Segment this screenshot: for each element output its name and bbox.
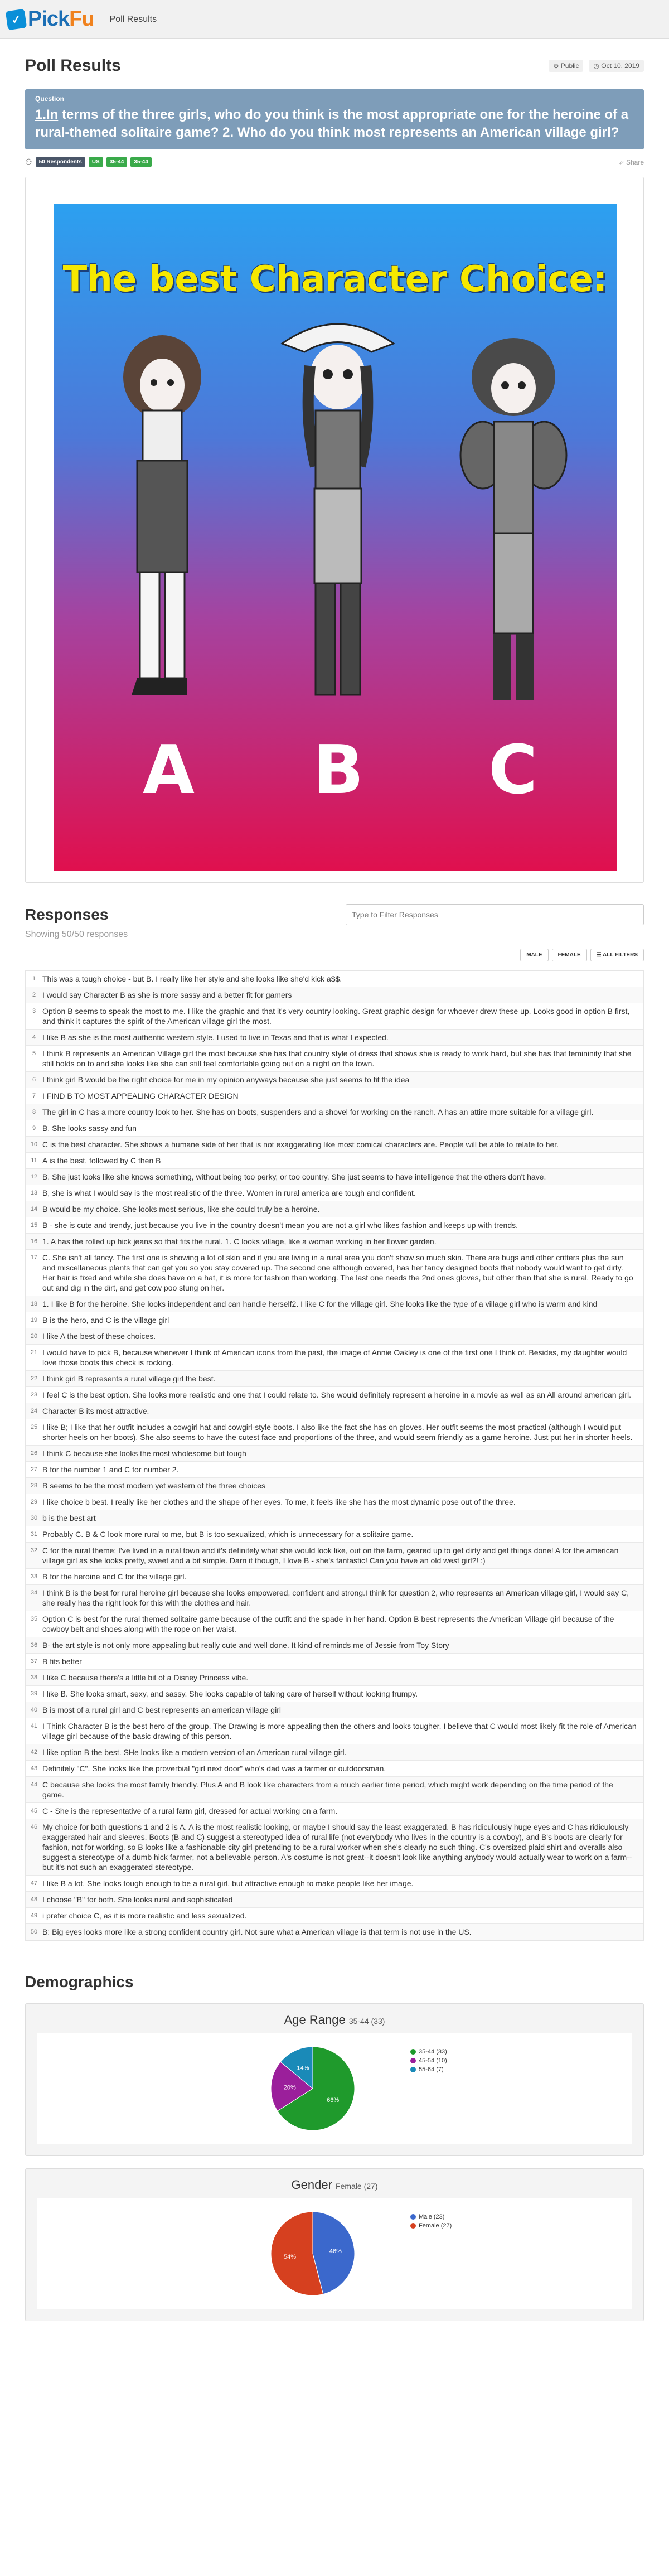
response-number: 4	[32, 1034, 36, 1041]
gender-card	[25, 2168, 644, 2321]
response-row	[26, 1185, 643, 1201]
response-text: I like B a lot. She looks tough enough to be a rural girl, but attractive enough to make people like her image.	[42, 1879, 414, 1888]
response-number: 5	[32, 1050, 36, 1057]
response-row	[26, 1892, 643, 1908]
legend-label: 45-54 (10)	[419, 2057, 447, 2064]
response-text: I think girl B would be the right choice for me in my opinion anyways because she just seems to fit the idea	[42, 1075, 410, 1084]
response-row	[26, 1250, 643, 1296]
response-text: I choose "B" for both. She looks rural and sophisticated	[42, 1895, 233, 1904]
response-number: 25	[30, 1424, 38, 1430]
users-icon: ⚇	[25, 157, 32, 166]
pie-slice-label: 54%	[284, 2254, 297, 2261]
response-row	[26, 1686, 643, 1702]
legend-item	[410, 2213, 452, 2220]
legend-label: Male (23)	[419, 2213, 445, 2220]
legend-label: Female (27)	[419, 2222, 452, 2229]
response-number: 43	[30, 1765, 38, 1772]
response-row	[26, 1761, 643, 1777]
response-text: B would be my choice. She looks most serious, like she could truly be a heroine.	[42, 1205, 320, 1214]
response-number: 8	[32, 1109, 36, 1115]
all-filters-button[interactable]: ☰ ALL FILTERS	[590, 949, 644, 961]
response-number: 10	[30, 1141, 38, 1148]
response-text: C. She isn't all fancy. The first one is showing a lot of skin and if you are living in a rural area you don't show so much skin. There are bugs and other critters plus the sun and miscellaneous plants that can get you so you stay covered up. The second one although covered, has her fancy designed boots that nobody would want to get dirty. Her hair is fixed and while she does have on a hat, it is more for fashion than working. The last one needs the 2nd ones gloves, but other than that she is rural. Ready to go out and dig in the dirt, and get cow poo stung on her.	[42, 1253, 633, 1292]
age-range-heading: Age Range 35-44 (33)	[284, 2013, 385, 2027]
response-text: I like B as she is the most authentic western style. I used to live in Texas and that is what I expected.	[42, 1033, 389, 1042]
response-row	[26, 1201, 643, 1217]
response-row	[26, 1030, 643, 1046]
response-row	[26, 1046, 643, 1072]
character-b-illustration	[271, 299, 405, 723]
globe-icon: ⊕	[553, 62, 559, 70]
response-text: C for the rural theme: I've lived in a rural town and it's definitely what she would look like, out on the farm, geared up to get dirty and get things done! A for the american village girl as she looks pretty, sweet and a bit simple. Darn it though, I love B - she's fantastic! Can you have an old west girl?! :)	[42, 1546, 619, 1565]
response-row	[26, 1120, 643, 1137]
response-text: I like choice b best. I really like her clothes and the shape of her eyes. To me, it feels like she has the most dynamic pose out of the three.	[42, 1497, 516, 1506]
response-number: 17	[30, 1254, 38, 1261]
response-row	[26, 1543, 643, 1569]
response-number: 27	[30, 1466, 38, 1473]
response-number: 9	[32, 1125, 36, 1132]
top-bar	[0, 0, 669, 39]
pickfu-logo[interactable]	[2, 7, 99, 31]
response-row	[26, 1569, 643, 1585]
response-number: 14	[30, 1206, 38, 1212]
filter-responses-input[interactable]	[346, 904, 644, 925]
response-number: 15	[30, 1222, 38, 1229]
response-text: I Think Character B is the best hero of the group. The Drawing is more appealing then the others and looks tougher. I believe that C would most likely fit the role of American village girl because of the basic drawing of this person.	[42, 1722, 637, 1741]
response-row	[26, 1803, 643, 1819]
date-badge: ◷ Oct 10, 2019	[589, 60, 644, 72]
response-row	[26, 1670, 643, 1686]
response-row	[26, 1234, 643, 1250]
response-text: Probably C. B & C look more rural to me, but B is too sexualized, which is unnecessary for a solitaire game.	[42, 1530, 414, 1539]
country-tag: US	[89, 157, 103, 167]
character-c-illustration	[449, 327, 578, 717]
nav-link-poll-results[interactable]: Poll Results	[109, 14, 157, 24]
response-row	[26, 1137, 643, 1153]
visibility-badge: ⊕ Public	[549, 60, 583, 72]
poll-image	[54, 204, 617, 871]
legend-swatch	[410, 2214, 416, 2220]
response-text: B for the heroine and C for the village girl.	[42, 1572, 187, 1581]
responses-list	[25, 970, 644, 1941]
pie-slice-label: 66%	[327, 2096, 340, 2104]
response-text: I like A the best of these choices.	[42, 1332, 156, 1341]
response-text: B. She just looks like she knows something, without being too perky, or too country. She just seems to have intelligence that the others don't have.	[42, 1172, 546, 1181]
response-row	[26, 1371, 643, 1387]
poster-letter-c: C	[488, 732, 538, 809]
response-number: 35	[30, 1616, 38, 1622]
response-number: 16	[30, 1238, 38, 1245]
age-legend	[410, 2048, 447, 2075]
response-text: B - she is cute and trendy, just because you live in the country doesn't mean you are not a girl who likes fashion and keeps up with trends.	[42, 1221, 518, 1230]
response-text: B- the art style is not only more appealing but really cute and well done. It kind of reminds me of Jessie from Toy Story	[42, 1641, 449, 1650]
character-a-illustration	[98, 327, 226, 717]
response-number: 12	[30, 1173, 38, 1180]
response-number: 33	[30, 1573, 38, 1580]
response-number: 21	[30, 1349, 38, 1356]
poster-letter-a: A	[143, 732, 195, 809]
age-pie-chart	[257, 2033, 369, 2144]
page-title: Poll Results	[25, 56, 121, 75]
response-number: 48	[30, 1896, 38, 1903]
response-row	[26, 1908, 643, 1924]
response-text: I like option B the best. SHe looks like a modern version of an American rural village girl.	[42, 1748, 347, 1757]
response-row	[26, 1876, 643, 1892]
response-row	[26, 1494, 643, 1510]
female-filter-button[interactable]: FEMALE	[552, 949, 587, 961]
response-number: 18	[30, 1301, 38, 1307]
age-range-card	[25, 2003, 644, 2156]
response-number: 6	[32, 1076, 36, 1083]
response-row	[26, 987, 643, 1003]
response-number: 38	[30, 1674, 38, 1681]
response-number: 44	[30, 1781, 38, 1788]
response-number: 47	[30, 1880, 38, 1887]
response-number: 37	[30, 1658, 38, 1665]
respondents-tag: 50 Respondents	[36, 157, 85, 167]
question-text: 1.In terms of the three girls, who do you think is the most appropriate one for the heroine of a rural-themed solitaire game? 2. Who do you think most represents an American village girl?	[35, 107, 629, 140]
response-text: I like B; I like that her outfit includes a cowgirl hat and cowgirl-style boots. I also like the fact she has on gloves. Her outfit seems the most practical (although I would put shorter heels on her boots). She also seems to have the cutest face and proportions of the three, and would seem friendly as a game heroine. Just put her in shorter heels.	[42, 1423, 633, 1442]
gender-heading: Gender Female (27)	[291, 2178, 378, 2192]
response-row	[26, 1387, 643, 1403]
response-row	[26, 1654, 643, 1670]
response-text: I would say Character B as she is more sassy and a better fit for gamers	[42, 990, 292, 999]
response-number: 22	[30, 1375, 38, 1382]
response-text: B is the hero, and C is the village girl	[42, 1316, 169, 1325]
legend-swatch	[410, 2223, 416, 2229]
response-row	[26, 971, 643, 987]
response-number: 28	[30, 1482, 38, 1489]
response-row	[26, 1744, 643, 1761]
response-row	[26, 1003, 643, 1030]
response-row	[26, 1403, 643, 1419]
response-text: C because she looks the most family friendly. Plus A and B look like characters from a much earlier time period, which might work depending on the time period of the game.	[42, 1780, 613, 1799]
response-text: 1. I like B for the heroine. She looks independent and can handle herself2. I like C for the village girl. She looks like the type of a village girl who is warm and kind	[42, 1299, 598, 1308]
response-text: C - She is the representative of a rural farm girl, dressed for actual working on a farm.	[42, 1806, 338, 1815]
response-number: 24	[30, 1408, 38, 1414]
response-text: I would have to pick B, because whenever I think of American icons from the past, the image of Annie Oakley is one of the first one I think of. Besides, my daughter would love those boots this check is rocking.	[42, 1348, 627, 1367]
response-text: A is the best, followed by C then B	[42, 1156, 161, 1165]
response-number: 36	[30, 1642, 38, 1649]
response-text: I feel C is the best option. She looks more realistic and one that I could relate to. She would definitely represent a heroine in a movie as well as an All around american girl.	[42, 1390, 632, 1399]
response-number: 49	[30, 1912, 38, 1919]
response-number: 42	[30, 1749, 38, 1756]
response-text: C is the best character. She shows a humane side of her that is not exaggerating like most comical characters are. People will be able to relate to her.	[42, 1140, 559, 1149]
response-number: 2	[32, 992, 36, 998]
pie-slice-label: 20%	[283, 2084, 296, 2091]
response-number: 20	[30, 1333, 38, 1340]
response-number: 46	[30, 1824, 38, 1830]
response-row	[26, 1217, 643, 1234]
response-row	[26, 1446, 643, 1462]
response-text: I think B represents an American Village girl the most because she has that country style of dress that shows she is ready to work hard, but she has that femininity that she still holds on to and she looks like she can still feel comfortable going out on a night on the town.	[42, 1049, 632, 1068]
response-row	[26, 1819, 643, 1876]
response-text: b is the best art	[42, 1514, 96, 1523]
legend-label: 35-44 (33)	[419, 2048, 447, 2055]
response-text: My choice for both questions 1 and 2 is A. A is the most realistic looking, or maybe I should say the least exaggerated. B has ridiculously huge eyes and C has ridiculously exaggerated hair and sleeves. Boots (B and C) suggest a stereotyped idea of rural life (not everybody who lives in the country is a cowboy), and B's boots are clearly for fashion, not for working, so B looks like a fashionable city girl pretending to be a rural worker when she's clearly no such thing. C's oversized plaid shirt and overalls also suggest a stereotype of a dumb hick farmer, not a believable person. A's costume is not great--it doesn't look like anything anybody would actually wear to work on a farm--but it's not such an exaggerated stereotype.	[42, 1823, 632, 1872]
filter-icon: ☰	[596, 952, 602, 958]
response-text: B fits better	[42, 1657, 82, 1666]
share-icon: ⇗	[618, 158, 624, 166]
gender-pie-chart	[257, 2198, 369, 2309]
response-number: 1	[32, 975, 36, 982]
poster-letter-b: B	[313, 732, 364, 809]
pie-slice-label: 14%	[297, 2065, 309, 2072]
response-number: 7	[32, 1093, 36, 1099]
response-row	[26, 1296, 643, 1312]
demographics-title: Demographics	[25, 1973, 134, 1990]
response-text: I like B. She looks smart, sexy, and sassy. She looks capable of taking care of herself without looking frumpy.	[42, 1689, 418, 1698]
legend-item	[410, 2048, 447, 2055]
response-number: 23	[30, 1391, 38, 1398]
response-row	[26, 1088, 643, 1104]
response-number: 41	[30, 1723, 38, 1729]
response-text: I think B is the best for rural heroine girl because she looks empowered, confident and strong.I think for question 2, who represents an American village girl, I would say C, she really has the right look for this with the clothes and hair.	[42, 1588, 629, 1607]
response-text: B, she is what I would say is the most realistic of the three. Women in rural america are tough and confident.	[42, 1188, 416, 1197]
response-text: B. She looks sassy and fun	[42, 1124, 137, 1133]
response-text: I think C because she looks the most wholesome but tough	[42, 1449, 246, 1458]
response-text: Option C is best for the rural themed solitaire game because of the outfit and the spade in her hand. Option B best represents the American Village girl because of the cowboy belt and shoes along with the rope on her waist.	[42, 1615, 614, 1633]
response-text: B for the number 1 and C for number 2.	[42, 1465, 179, 1474]
response-number: 45	[30, 1807, 38, 1814]
response-row	[26, 1312, 643, 1328]
response-row	[26, 1637, 643, 1654]
poll-image-card[interactable]	[25, 177, 644, 883]
response-number: 26	[30, 1450, 38, 1457]
response-row	[26, 1072, 643, 1088]
response-text: I think girl B represents a rural village girl the best.	[42, 1374, 216, 1383]
response-row	[26, 1419, 643, 1446]
response-row	[26, 1702, 643, 1718]
response-number: 31	[30, 1531, 38, 1538]
response-row	[26, 1718, 643, 1744]
response-row	[26, 1585, 643, 1611]
legend-swatch	[410, 2058, 416, 2063]
response-row	[26, 1924, 643, 1940]
responses-title: Responses	[25, 906, 109, 923]
response-number: 11	[31, 1157, 37, 1164]
response-text: Option B seems to speak the most to me. I like the graphic and that it's very country looking. Great graphic design for whoever drew these up. Looks good in option B first, and think it captures the spirit of the American village girl the most.	[42, 1007, 630, 1026]
response-text: The girl in C has a more country look to her. She has on boots, suspenders and a shovel for working on the ranch. A has an attire more suitable for a village girl.	[42, 1108, 594, 1117]
response-text: B: Big eyes looks more like a strong confident country girl. Not sure what a American village is that term is not use in the US.	[42, 1927, 472, 1936]
response-row	[26, 1777, 643, 1803]
response-row	[26, 1510, 643, 1526]
clock-icon: ◷	[593, 62, 599, 70]
response-text: i prefer choice C, as it is more realistic and less sexualized.	[42, 1911, 247, 1920]
response-row	[26, 1462, 643, 1478]
legend-swatch	[410, 2049, 416, 2055]
pie-slice-label: 46%	[329, 2248, 342, 2255]
response-row	[26, 1153, 643, 1169]
responses-count: Showing 50/50 responses	[25, 930, 128, 939]
age-tag-2: 35-44	[130, 157, 152, 167]
response-row	[26, 1328, 643, 1345]
logo-text: PickFu	[28, 7, 94, 31]
response-text: I FIND B TO MOST APPEALING CHARACTER DESIGN	[42, 1091, 239, 1100]
response-text: B seems to be the most modern yet western of the three choices	[42, 1481, 265, 1490]
logo-check-icon: ✓	[6, 8, 27, 30]
response-row	[26, 1104, 643, 1120]
response-row	[26, 1478, 643, 1494]
response-row	[26, 1611, 643, 1637]
response-row	[26, 1169, 643, 1185]
legend-item	[410, 2066, 447, 2073]
response-text: B is most of a rural girl and C best represents an american village girl	[42, 1705, 281, 1714]
legend-swatch	[410, 2067, 416, 2072]
age-tag: 35-44	[106, 157, 128, 167]
poster-title: The best Character Choice:	[62, 259, 608, 300]
response-number: 19	[30, 1317, 38, 1323]
response-text: Definitely "C". She looks like the proverbial "girl next door" who's dad was a farmer or outdoorsman.	[42, 1764, 386, 1773]
legend-item	[410, 2057, 447, 2064]
response-row	[26, 1526, 643, 1543]
response-number: 13	[30, 1190, 38, 1196]
response-number: 3	[32, 1008, 36, 1014]
gender-legend	[410, 2213, 452, 2231]
response-number: 34	[30, 1589, 38, 1596]
response-number: 39	[30, 1690, 38, 1697]
response-text: 1. A has the rolled up hick jeans so that fits the rural. 1. C looks village, like a woman working in her flower garden.	[42, 1237, 437, 1246]
share-button[interactable]: ⇗ Share	[618, 158, 644, 166]
response-text: This was a tough choice - but B. I really like her style and she looks like she'd kick a$$.	[42, 974, 342, 983]
legend-label: 55-64 (7)	[419, 2066, 444, 2073]
response-number: 40	[30, 1707, 38, 1713]
legend-item	[410, 2222, 452, 2229]
question-box	[25, 89, 644, 149]
response-text: I like C because there's a little bit of a Disney Princess vibe.	[42, 1673, 249, 1682]
response-number: 50	[30, 1929, 38, 1935]
male-filter-button[interactable]: MALE	[520, 949, 548, 961]
response-row	[26, 1345, 643, 1371]
response-number: 29	[30, 1499, 38, 1505]
response-text: Character B its most attractive.	[42, 1407, 149, 1415]
response-number: 32	[30, 1547, 38, 1554]
response-number: 30	[30, 1515, 38, 1521]
question-label: Question	[35, 95, 65, 103]
